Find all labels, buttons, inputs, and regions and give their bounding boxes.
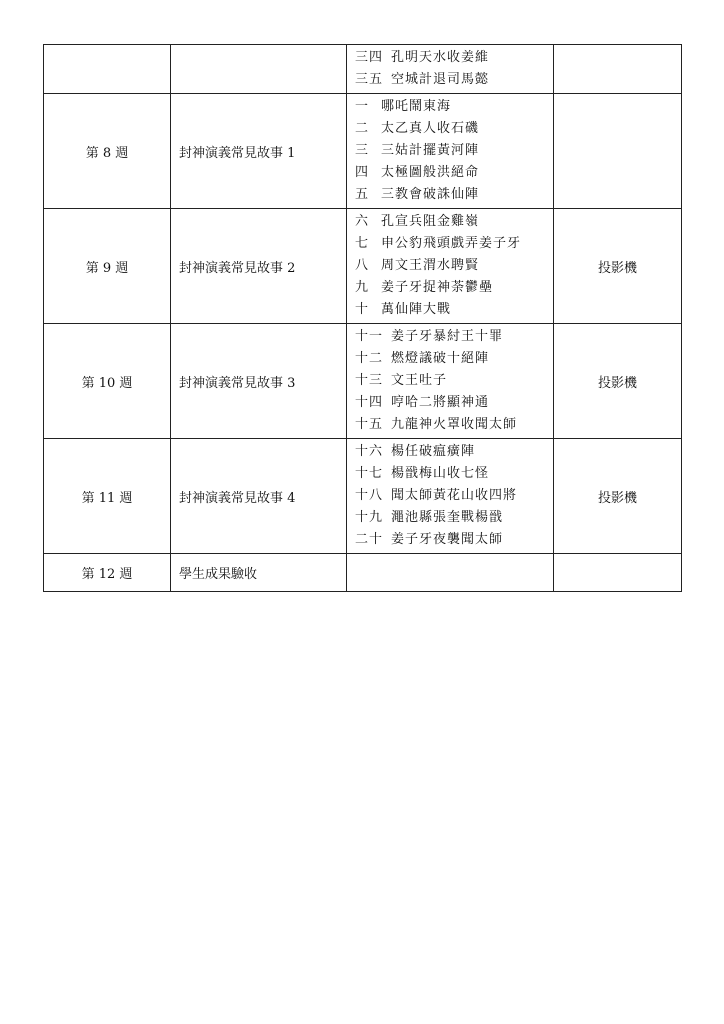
list-item [355, 47, 553, 69]
story-number: 七 [355, 236, 370, 251]
equipment-cell [554, 45, 682, 94]
story-title: 三教會破誅仙陣 [381, 187, 480, 202]
list-item [355, 162, 553, 184]
equipment-cell: 投影機 [554, 209, 682, 324]
story-number: 三五 [355, 72, 384, 87]
story-title: 太極圖般洪絕命 [381, 165, 480, 180]
story-title: 萬仙陣大戰 [381, 302, 452, 317]
story-title: 文王吐子 [391, 373, 448, 388]
list-item [355, 184, 553, 206]
list-item [355, 118, 553, 140]
story-number: 十 [355, 302, 370, 317]
story-list-cell [347, 324, 554, 439]
story-title: 聞太師黃花山收四將 [391, 488, 518, 503]
story-title: 空城計退司馬懿 [391, 72, 490, 87]
story-list-cell [347, 94, 554, 209]
list-item [355, 326, 553, 348]
list-item [355, 463, 553, 485]
story-number: 十七 [355, 466, 384, 481]
table-row [44, 45, 682, 94]
story-title: 周文王渭水聘賢 [381, 258, 480, 273]
story-number: 三四 [355, 50, 384, 65]
list-item [355, 370, 553, 392]
story-number: 十四 [355, 395, 384, 410]
week-cell: 第 12 週 [44, 554, 171, 592]
story-title: 澠池縣張奎戰楊戩 [391, 510, 504, 525]
story-number: 十八 [355, 488, 384, 503]
story-title: 孔宣兵阻金雞嶺 [381, 214, 480, 229]
list-item [355, 414, 553, 436]
topic-cell: 封神演義常見故事 1 [171, 94, 347, 209]
list-item [355, 529, 553, 551]
list-item [355, 233, 553, 255]
table-row [44, 94, 682, 209]
story-number: 八 [355, 258, 370, 273]
equipment-cell [554, 554, 682, 592]
list-item [355, 69, 553, 91]
schedule-table [43, 44, 682, 592]
story-title: 孔明天水收姜維 [391, 50, 490, 65]
story-list-cell [347, 209, 554, 324]
list-item [355, 255, 553, 277]
story-number: 十一 [355, 329, 384, 344]
topic-cell: 學生成果驗收 [171, 554, 347, 592]
story-title: 姜子牙夜襲聞太師 [391, 532, 504, 547]
topic-cell: 封神演義常見故事 2 [171, 209, 347, 324]
story-title: 燃燈議破十絕陣 [391, 351, 490, 366]
list-item [355, 392, 553, 414]
equipment-cell: 投影機 [554, 324, 682, 439]
list-item [355, 211, 553, 233]
table-row [44, 324, 682, 439]
list-item [355, 96, 553, 118]
story-title: 哪吒鬧東海 [381, 99, 452, 114]
story-list-cell [347, 45, 554, 94]
week-cell [44, 45, 171, 94]
list-item [355, 277, 553, 299]
topic-cell: 封神演義常見故事 4 [171, 439, 347, 554]
story-title: 姜子牙暴紂王十罪 [391, 329, 504, 344]
story-number: 十二 [355, 351, 384, 366]
story-number: 二十 [355, 532, 384, 547]
table-row [44, 554, 682, 592]
list-item [355, 441, 553, 463]
story-number: 十三 [355, 373, 384, 388]
story-list-cell [347, 554, 554, 592]
story-number: 五 [355, 187, 370, 202]
list-item [355, 140, 553, 162]
equipment-cell [554, 94, 682, 209]
week-cell: 第 11 週 [44, 439, 171, 554]
table-row [44, 209, 682, 324]
story-title: 九龍神火罩收聞太師 [391, 417, 518, 432]
topic-cell [171, 45, 347, 94]
story-title: 太乙真人收石磯 [381, 121, 480, 136]
story-number: 二 [355, 121, 370, 136]
list-item [355, 485, 553, 507]
story-title: 三姑計擺黃河陣 [381, 143, 480, 158]
week-cell: 第 8 週 [44, 94, 171, 209]
table-row [44, 439, 682, 554]
story-list-cell [347, 439, 554, 554]
list-item [355, 299, 553, 321]
list-item [355, 348, 553, 370]
equipment-cell: 投影機 [554, 439, 682, 554]
story-number: 六 [355, 214, 370, 229]
story-number: 十九 [355, 510, 384, 525]
story-number: 四 [355, 165, 370, 180]
story-number: 十六 [355, 444, 384, 459]
list-item [355, 507, 553, 529]
story-title: 哼哈二將顯神通 [391, 395, 490, 410]
story-number: 三 [355, 143, 370, 158]
story-title: 楊戩梅山收七怪 [391, 466, 490, 481]
story-title: 姜子牙捉神荼鬱壘 [381, 280, 494, 295]
story-number: 一 [355, 99, 370, 114]
week-cell: 第 10 週 [44, 324, 171, 439]
story-title: 楊任破瘟癀陣 [391, 444, 476, 459]
week-cell: 第 9 週 [44, 209, 171, 324]
story-title: 申公豹飛頭戲弄姜子牙 [381, 236, 522, 251]
topic-cell: 封神演義常見故事 3 [171, 324, 347, 439]
story-number: 九 [355, 280, 370, 295]
story-number: 十五 [355, 417, 384, 432]
